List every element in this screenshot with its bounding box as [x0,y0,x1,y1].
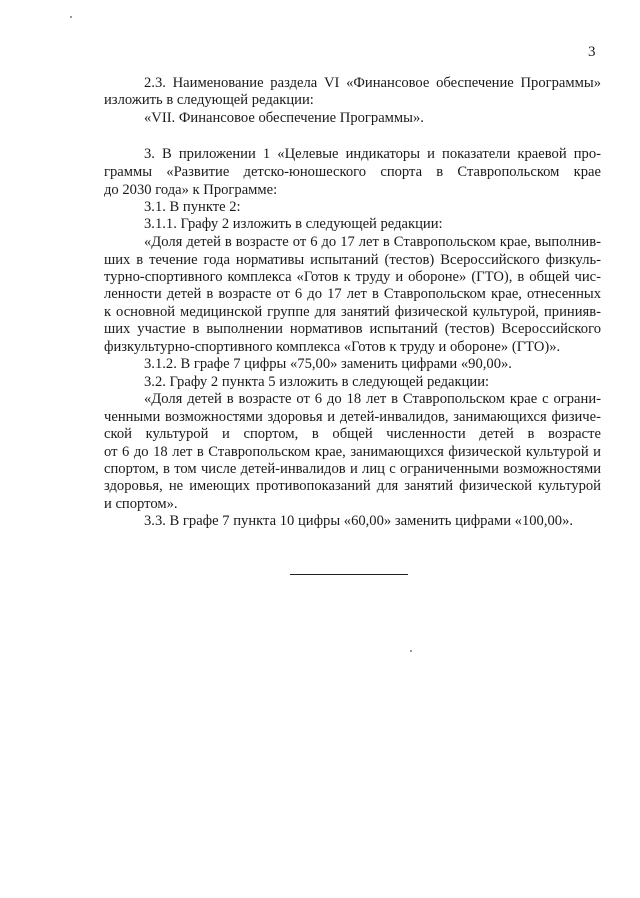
scan-speck [70,16,72,18]
document-line: 3.2. Графу 2 пункта 5 изложить в следующей редакции: [144,374,490,390]
document-line: «VII. Финансовое обеспечение Программы». [144,110,424,126]
document-line: изложить в следующей редакции: [104,92,314,108]
document-line: «Доля детей в возрасте от 6 до 18 лет в Ставропольском крае с ограни- [144,391,601,407]
scan-speck [410,650,412,652]
document-line: 3.3. В графе 7 пункта 10 цифры «60,00» заменить цифрами «100,00». [144,513,574,529]
document-line: «Доля детей в возрасте от 6 до 17 лет в Ставропольском крае, выполнив- [144,234,601,250]
document-line: ской культурой и спортом, в общей численности детей в возрасте [104,426,601,442]
document-line: физкультурно-спортивного комплекса «Готов к труду и обороне» (ГТО)». [104,339,561,355]
document-line: 3.1.2. В графе 7 цифры «75,00» заменить цифрами «90,00». [144,356,512,372]
document-line: от 6 до 18 лет в Ставропольском крае, занимающихся физической культурой и [104,444,601,460]
document-line: ших участие в выполнении нормативов испытаний (тестов) Всероссийского [104,321,601,337]
document-line: ленности детей в возрасте от 6 до 17 лет в Ставропольском крае, отнесенных [104,286,601,302]
document-line: здоровья, не имеющих противопоказаний для занятий физической культурой [104,478,601,494]
document-line: и спортом». [104,496,178,512]
page-number: 3 [588,44,596,60]
document-line: 2.3. Наименование раздела VI «Финансовое обеспечение Программы» [144,75,601,91]
document-line: к основной медицинской группе для занятий физической культурой, принияв- [104,304,601,320]
document-line: 3.1. В пункте 2: [144,199,241,215]
end-separator-line [290,574,408,575]
document-line: граммы «Развитие детско-юношеского спорта в Ставропольском крае [104,164,601,180]
document-line: 3. В приложении 1 «Целевые индикаторы и показатели краевой про- [144,146,601,162]
document-line: турно-спортивного комплекса «Готов к труду и обороне» (ГТО), в общей чис- [104,269,601,285]
document-line: спортом, в том числе детей-инвалидов и лиц с ограниченными возможностями [104,461,601,477]
document-line: ших в течение года нормативы испытаний (тестов) Всероссийского физкуль- [104,252,601,268]
document-line: ченными возможностями здоровья и детей-инвалидов, занимающихся физиче- [104,409,601,425]
document-line: до 2030 года» к Программе: [104,182,278,198]
document-line: 3.1.1. Графу 2 изложить в следующей редакции: [144,216,443,232]
